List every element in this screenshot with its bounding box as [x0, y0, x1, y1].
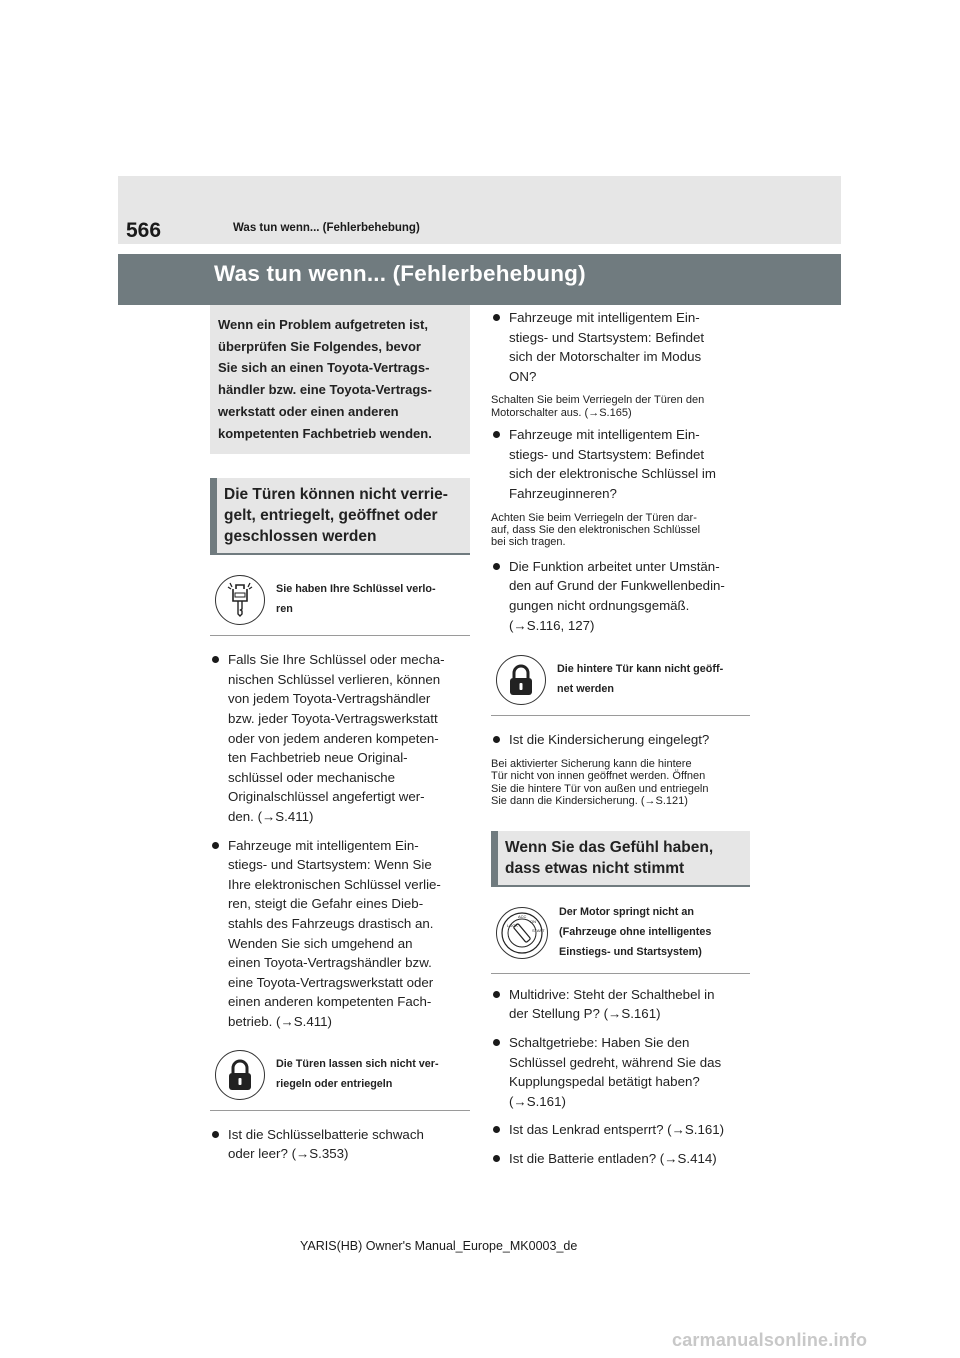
title-band	[118, 254, 841, 305]
footer-text: YARIS(HB) Owner's Manual_Europe_MK0003_de	[300, 1239, 578, 1253]
svg-text:ON: ON	[530, 919, 536, 925]
list-item	[210, 1125, 470, 1164]
note-line: Sie dann die Kindersicherung. (→S.121)	[491, 794, 688, 807]
bullet-line: Fahrzeuginneren?	[509, 485, 617, 501]
heading-line: gelt, entriegelt, geöffnet oder	[224, 507, 438, 525]
bullet-line: von jedem Toyota-Vertragshändler	[228, 691, 431, 707]
list-item	[491, 1120, 750, 1140]
subsection-title-line: Die hintere Tür kann nicht geöff-	[557, 663, 724, 676]
note-text	[491, 394, 750, 419]
bullet-line: gungen nicht ordnungsgemäß.	[509, 597, 690, 613]
subsection-title-line: (Fahrzeuge ohne intelligentes	[559, 926, 712, 939]
page-title: Was tun wenn... (Fehlerbehebung)	[214, 261, 586, 286]
bullet-line: Schlüssel gedreht, während Sie das	[509, 1054, 722, 1070]
bullet-line: Fahrzeuge mit intelligentem Ein-	[509, 427, 700, 443]
bullet-line: Ihre elektronischen Schlüssel verlie-	[228, 876, 441, 892]
note-line: Achten Sie beim Verriegeln der Türen dar-	[491, 511, 697, 524]
bullet-line: stiegs- und Startsystem: Befindet	[509, 446, 705, 462]
bullet-line: oder von jedem anderen kompeten-	[228, 730, 439, 746]
bullet-dot	[493, 1155, 500, 1162]
svg-text:ACC: ACC	[518, 914, 527, 920]
bullet-line: oder leer? (→S.353)	[228, 1146, 349, 1162]
bullet-line: Ist die Schlüsselbatterie schwach	[228, 1126, 424, 1142]
ignition-switch-icon	[496, 907, 548, 959]
bullet-line: den. (→S.411)	[228, 808, 314, 824]
intro-line: Sie sich an einen Toyota-Vertrags-	[218, 360, 430, 376]
bullet-line: ON?	[509, 368, 537, 384]
bullet-line: ten Fachbetrieb neue Original-	[228, 750, 408, 766]
note-line: Tür nicht von innen geöffnet werden. Öffnen	[491, 770, 706, 783]
bullet-dot	[493, 563, 500, 570]
left-column	[210, 305, 470, 1164]
subsection-engine-start	[491, 897, 750, 973]
intro-line: kompetenten Fachbetrieb wenden.	[218, 425, 432, 441]
bullet-dot	[493, 431, 500, 438]
bullet-dot	[493, 1039, 500, 1046]
bullet-line: betrieb. (→S.411)	[228, 1013, 332, 1029]
bullet-line: Falls Sie Ihre Schlüssel oder mecha-	[228, 652, 445, 668]
padlock-icon	[496, 655, 546, 705]
bullet-dot	[493, 1126, 500, 1133]
bullet-line: Ist die Batterie entladen? (→S.414)	[509, 1150, 717, 1166]
subsection-title-line: Sie haben Ihre Schlüssel verlo-	[276, 583, 436, 596]
intro-line: werkstatt oder einen anderen	[218, 403, 399, 419]
intro-line: händler bzw. eine Toyota-Vertrags-	[218, 382, 432, 398]
padlock-icon	[215, 1050, 265, 1100]
bullet-line: Wenden Sie sich umgehend an	[228, 935, 413, 951]
subsection-lost-keys	[210, 569, 470, 636]
list-item	[491, 1033, 750, 1111]
heading-line: Wenn Sie das Gefühl haben,	[505, 839, 714, 857]
intro-box	[210, 305, 470, 454]
bullet-line: ren, steigt die Gefahr eines Dieb-	[228, 896, 424, 912]
bullet-line: eine Toyota-Vertragswerkstatt oder	[228, 974, 434, 990]
list-item	[210, 836, 470, 1032]
bullet-line: Schaltgetriebe: Haben Sie den	[509, 1034, 690, 1050]
bullet-dot	[212, 842, 219, 849]
bullet-line: Die Funktion arbeitet unter Umstän-	[509, 558, 720, 574]
bullet-dot	[212, 1131, 219, 1138]
note-line: Schalten Sie beim Verriegeln der Türen den	[491, 394, 705, 407]
running-head: Was tun wenn... (Fehlerbehebung)	[233, 222, 420, 234]
bullet-line: Ist die Kindersicherung eingelegt?	[509, 732, 710, 748]
list-item	[210, 650, 470, 826]
bullet-dot	[212, 656, 219, 663]
bullet-line: sich der Motorschalter im Modus	[509, 349, 702, 365]
bullet-line: schlüssel oder mechanische	[228, 769, 396, 785]
subsection-title-line: riegeln oder entriegeln	[276, 1077, 393, 1090]
list-item	[491, 730, 750, 750]
note-line: auf, dass Sie den elektronischen Schlüssel	[491, 523, 701, 536]
subsection-title-line: net werden	[557, 683, 614, 696]
subsection-title-line: Die Türen lassen sich nicht ver-	[276, 1057, 439, 1070]
note-line: Sie die hintere Tür von außen und entriegeln	[491, 782, 709, 795]
page-number: 566	[126, 219, 162, 242]
heading-line: geschlossen werden	[224, 528, 377, 546]
subsection-title-line: ren	[276, 603, 293, 616]
bullet-line: stiegs- und Startsystem: Wenn Sie	[228, 857, 432, 873]
note-text	[491, 758, 750, 808]
bullet-dot	[493, 736, 500, 743]
list-item	[491, 985, 750, 1024]
bullet-dot	[493, 991, 500, 998]
intro-line: Wenn ein Problem aufgetreten ist,	[218, 317, 428, 332]
bullet-line: sich der elektronische Schlüssel im	[509, 466, 716, 482]
bullet-line: (→S.161)	[509, 1093, 566, 1109]
bullet-line: Ist das Lenkrad entsperrt? (→S.161)	[509, 1122, 725, 1138]
key-icon	[215, 575, 265, 625]
subsection-rear-door	[491, 649, 750, 716]
bullet-line: (→S.116, 127)	[509, 617, 595, 633]
right-column	[491, 305, 750, 1169]
note-text	[491, 512, 750, 549]
note-line: Motorschalter aus. (→S.165)	[491, 406, 632, 419]
svg-text:START: START	[532, 928, 545, 934]
bullet-dot	[493, 314, 500, 321]
bullet-line: nischen Schlüssel verlieren, können	[228, 671, 441, 687]
heading-line: dass etwas nicht stimmt	[505, 860, 685, 878]
subsection-doors-lock	[210, 1044, 470, 1111]
heading-line: Die Türen können nicht verrie-	[224, 486, 448, 504]
intro-line: überprüfen Sie Folgendes, bevor	[218, 338, 421, 354]
bullet-line: Kupplungspedal betätigt haben?	[509, 1074, 700, 1090]
bullet-line: einen Toyota-Vertragshändler bzw.	[228, 955, 432, 971]
subsection-title-line: Einstiegs- und Startsystem)	[559, 945, 702, 958]
subsection-title-line: Der Motor springt nicht an	[559, 906, 694, 919]
list-item	[491, 425, 750, 503]
bullet-line: Multidrive: Steht der Schalthebel in	[509, 986, 715, 1002]
section-heading-problems	[491, 831, 750, 887]
bullet-line: stahls des Fahrzeugs drastisch an.	[228, 915, 434, 931]
bullet-line: stiegs- und Startsystem: Befindet	[509, 329, 705, 345]
list-item	[491, 1149, 750, 1169]
note-line: Bei aktivierter Sicherung kann die hintere	[491, 757, 692, 770]
bullet-line: Fahrzeuge mit intelligentem Ein-	[509, 310, 700, 325]
bullet-line: bzw. jeder Toyota-Vertragswerkstatt	[228, 711, 438, 726]
section-heading-doors	[210, 478, 470, 555]
bullet-line: Fahrzeuge mit intelligentem Ein-	[228, 837, 419, 853]
header-band	[118, 176, 841, 244]
svg-text:LOCK: LOCK	[507, 923, 518, 929]
bullet-line: den auf Grund der Funkwellenbedin-	[509, 578, 725, 594]
bullet-line: einen anderen kompetenten Fach-	[228, 994, 432, 1010]
bullet-line: der Stellung P? (→S.161)	[509, 1006, 661, 1022]
list-item	[491, 557, 750, 635]
list-item	[491, 308, 750, 386]
bullet-line: Originalschlüssel angefertigt wer-	[228, 789, 425, 805]
note-line: bei sich tragen.	[491, 536, 566, 549]
watermark: carmanualsonline.info	[672, 1330, 868, 1350]
